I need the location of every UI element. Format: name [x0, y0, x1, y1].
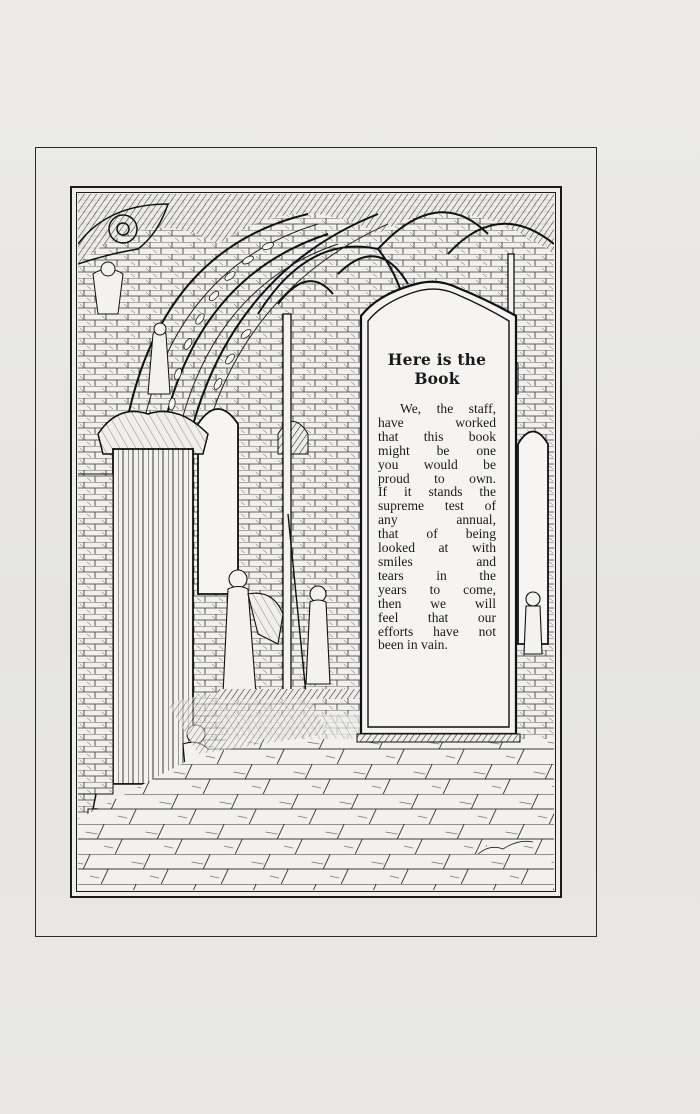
- text-line: feel that our: [378, 609, 496, 625]
- dedication-text: [378, 402, 496, 652]
- text-line: proud to own.: [378, 470, 496, 486]
- text-line: years to come,: [378, 581, 496, 597]
- svg-text:·: ·: [483, 841, 490, 851]
- dedication-panel: [378, 350, 496, 652]
- text-line: you would be: [378, 456, 496, 472]
- text-line: that of being: [378, 526, 496, 542]
- text-line: might be one: [378, 442, 496, 458]
- text-line: supreme test of: [378, 498, 496, 514]
- text-line: been in vain.: [378, 637, 448, 653]
- text-line: then we will: [378, 595, 496, 611]
- page-title: [378, 350, 496, 388]
- title-line-2: Book: [414, 369, 460, 388]
- text-line: tears in the: [378, 567, 496, 583]
- text-line: efforts have not: [378, 623, 496, 639]
- text-line: If it stands the: [378, 484, 496, 500]
- text-line: any annual,: [378, 512, 496, 528]
- text-line: that this book: [378, 428, 496, 444]
- text-line: looked at with: [378, 540, 496, 556]
- text-line: We, the staff,: [400, 401, 496, 416]
- text-line: smiles and: [378, 553, 496, 569]
- text-line: have worked: [378, 414, 496, 430]
- title-line-1: Here is the: [387, 350, 487, 369]
